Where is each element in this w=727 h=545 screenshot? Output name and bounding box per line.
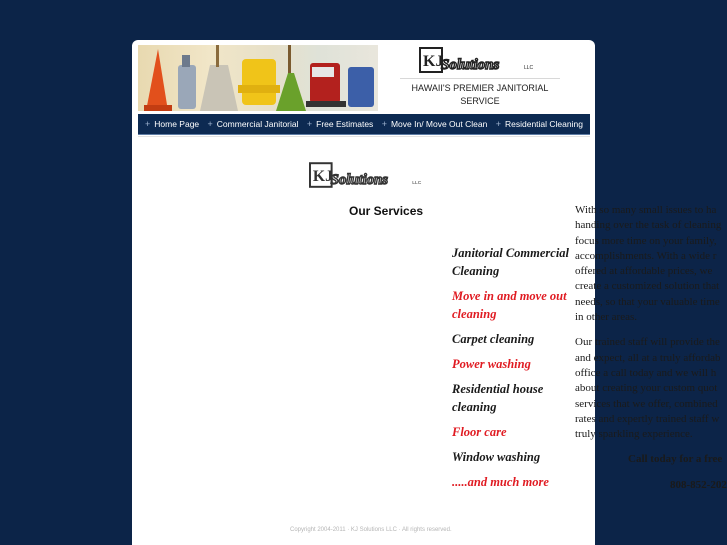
intro-paragraph-1: With so many small issues to ha handing over the task of cleaning focus more time on your family, accomplishments. With a wide r offered at affordable prices, we create a customized solution that needs, so that your valuable time in other areas. <box>575 204 722 324</box>
nav-residential-cleaning[interactable] <box>496 119 583 129</box>
intro-paragraph-2: Our trained staff will provide the and expect, all at a truly affordab office a call today and we will h about creating your custom quot services that we offer, combined rates and expertly trained staff w truly sparkling experience. <box>575 336 721 441</box>
svg-text:LLC: LLC <box>524 65 534 71</box>
copyright: Copyright 2004-2011 · KJ Solutions LLC · All rights reserved. <box>290 527 452 533</box>
services-list <box>452 244 580 498</box>
phone-number[interactable]: 808-852-202 <box>670 478 727 491</box>
service-item: Window washing <box>452 450 541 464</box>
banner-photo <box>138 45 378 111</box>
intro-text <box>575 203 727 545</box>
nav-label: Move In/ Move Out Clean <box>390 119 488 129</box>
cleaning-supplies-illustration <box>138 45 378 111</box>
service-item: Residential house cleaning <box>452 382 544 414</box>
tagline: HAWAII'S PREMIER JANITORIAL SERVICE <box>400 78 560 108</box>
plus-icon: + <box>145 119 151 129</box>
svg-text:KJ: KJ <box>312 167 334 185</box>
service-item: Janitorial Commercial Cleaning <box>452 246 570 278</box>
svg-text:KJ: KJ <box>423 53 444 70</box>
nav-label: Home Page <box>154 119 200 129</box>
svg-text:Solutions: Solutions <box>330 171 389 188</box>
divider <box>138 136 590 137</box>
svg-text:Solutions: Solutions <box>441 57 500 73</box>
content-card <box>132 40 595 545</box>
nav-home[interactable] <box>145 119 199 129</box>
nav-commercial-janitorial[interactable] <box>208 119 299 129</box>
service-item: .....and much more <box>452 475 549 489</box>
nav-move-in-move-out[interactable] <box>382 119 488 129</box>
svg-text:LLC: LLC <box>412 180 422 186</box>
nav-label: Residential Cleaning <box>504 119 583 129</box>
service-item: Floor care <box>452 425 507 439</box>
company-logo-large <box>309 162 427 190</box>
plus-icon: + <box>207 119 213 129</box>
service-item: Carpet cleaning <box>452 332 535 346</box>
service-item: Move in and move out cleaning <box>452 289 567 321</box>
nav-label: Free Estimates <box>316 119 374 129</box>
call-to-action: Call today for a free <box>628 453 723 466</box>
company-logo[interactable] <box>419 47 539 75</box>
main-nav <box>138 114 590 135</box>
plus-icon: + <box>381 119 387 129</box>
service-item: Power washing <box>452 357 531 371</box>
services-heading: Our Services <box>349 204 424 218</box>
plus-icon: + <box>495 119 501 129</box>
nav-free-estimates[interactable] <box>307 119 373 129</box>
plus-icon: + <box>306 119 313 129</box>
nav-label: Commercial Janitorial <box>216 119 299 129</box>
